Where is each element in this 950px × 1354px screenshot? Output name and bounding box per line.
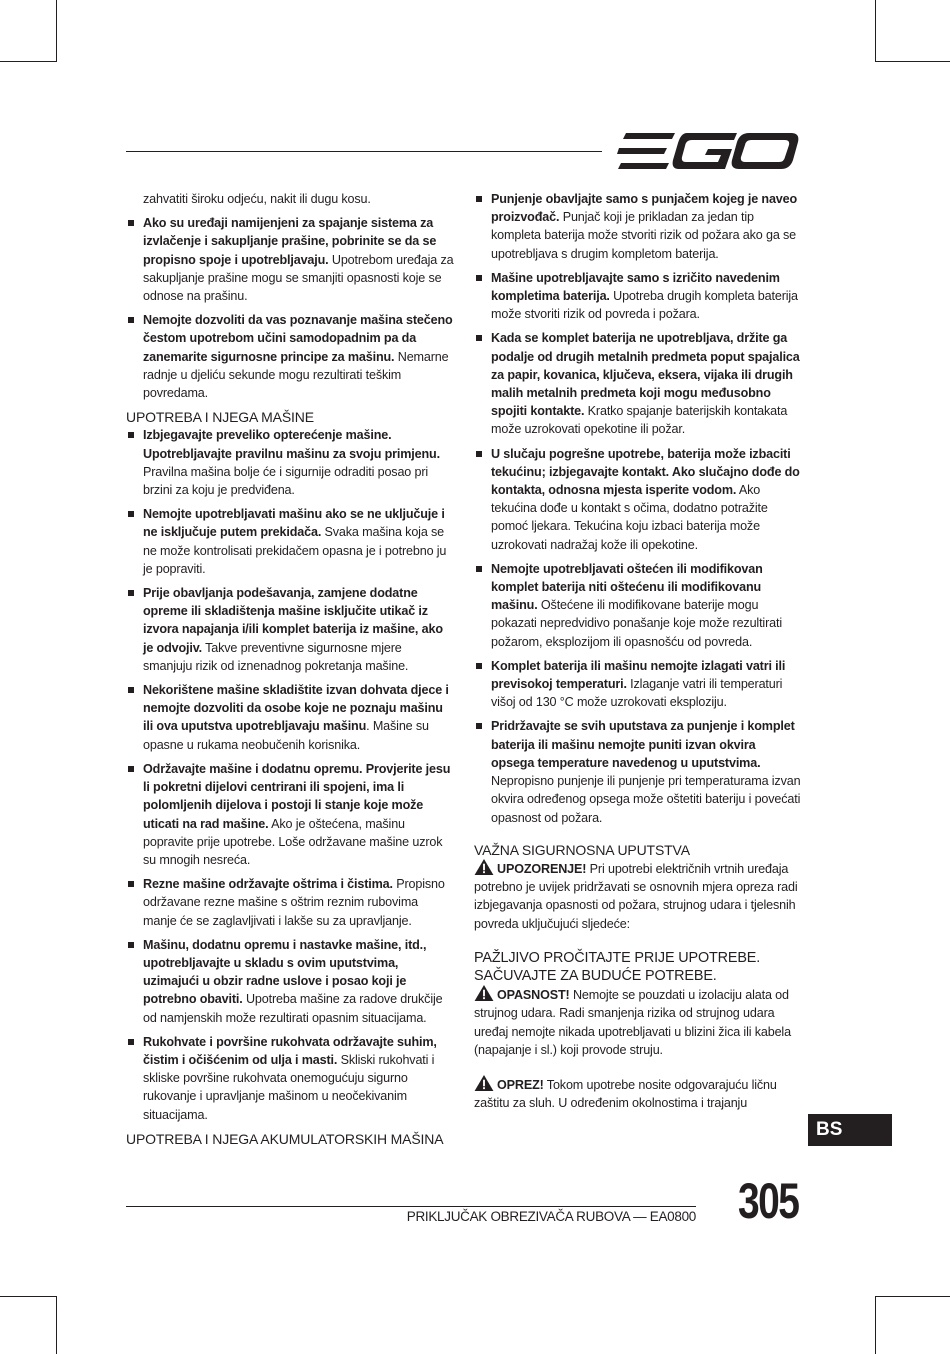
bullet-icon	[476, 275, 482, 281]
crop-mark	[875, 61, 950, 62]
crop-mark	[875, 1296, 876, 1354]
bullet-icon	[476, 335, 482, 341]
warning-paragraph: UPOZORENJE! Pri upotrebi električnih vrtnih uređaja potrebno je uvijek pridržavati se osnovnih mjera opreza radi izbjegavanja opasnosti od požara, strujnog udara i tjelesnih povreda uključujući sljedeće:	[474, 859, 802, 933]
list-item: Mašinu, dodatnu opremu i nastavke mašine, itd., upotrebljavajte u skladu s ovim uputstvima, uzimajući u obzir radne uslove i posao koji je potrebno obaviti. Upotreba mašine za radove drukčije od namjenskih može rezultirati opasnim situacijama.	[126, 936, 454, 1027]
right-column	[474, 190, 802, 1112]
keep-for-future-heading: SAČUVAJTE ZA BUDUĆE POTREBE.	[474, 967, 717, 984]
bullet-icon	[128, 687, 134, 693]
crop-mark	[56, 1296, 57, 1354]
caution-paragraph: OPREZ! Tokom upotrebe nosite odgovarajuću ličnu zaštitu za sluh. U određenim okolnostima i trajanju	[474, 1075, 802, 1112]
list-item: Održavajte mašine i dodatnu opremu. Provjerite jesu li pokretni dijelovi centrirani ili spojeni, ima li polomljenih dijelova i postoji li stanje koje može uticati na rad mašine. Ako je oštećena, mašinu popravite prije upotrebe. Loše održavane mašine uzrok su mnogih nesreća.	[126, 760, 454, 869]
left-column	[126, 190, 454, 1148]
list-item: Pridržavajte se svih uputstava za punjenje i komplet baterija ili mašinu nemojte puniti izvan okvira opsega temperature navedenog u uputstvima. Nepropisno punjenje ili punjenje pri temperaturama izvan okvira određenog opsega može oštetiti bateriju i povećati opasnost od požara.	[474, 717, 802, 826]
header-rule	[126, 151, 602, 152]
list-item: Nemojte upotrebljavati oštećen ili modifikovan komplet baterija niti oštećenu ili modifikovanu mašinu. Oštećene ili modifikovane baterije mogu pokazati nepredvidivo ponašanje koje može rezultirati požarom, eksplozijom ili opasnošću od povreda.	[474, 560, 802, 651]
list-item: Ako su uređaji namijenjeni za spajanje sistema za izvlačenje i sakupljanje prašine, pobrinite se da se propisno spoje i upotrebljavaju. Upotrebom uređaja za sakupljanje prašine mogu se smanjiti opasnosti koje se odnose na prašinu.	[126, 214, 454, 305]
bullet-icon	[128, 881, 134, 887]
list-item: Punjenje obavljajte samo s punjačem kojeg je naveo proizvođač. Punjač koji je prikladan za jedan tip kompleta baterija može stvoriti rizik od požara ako ga se upotrebljava s drugim kompletom baterija.	[474, 190, 802, 263]
crop-mark	[875, 0, 876, 62]
language-tab: BS	[808, 1114, 892, 1146]
intro-text: zahvatiti široku odjeću, nakit ili dugu kosu.	[143, 192, 371, 206]
crop-mark	[56, 0, 57, 62]
section-heading: UPOTREBA I NJEGA MAŠINE	[126, 409, 314, 426]
bullet-icon	[128, 766, 134, 772]
ego-logo	[617, 131, 800, 171]
footer-product-name: PRIKLJUČAK OBREZIVAČA RUBOVA — EA0800	[406, 1209, 696, 1224]
bullet-icon	[128, 590, 134, 596]
danger-triangle-icon	[474, 985, 494, 1001]
bullet-icon	[476, 451, 482, 457]
list-item: Nekorištene mašine skladištite izvan dohvata djece i nemojte dozvoliti da osobe koje ne poznaju mašinu ili ova uputstva upotrebljavaju mašinu. Mašine su opasne u rukama neobučenih korisnika.	[126, 681, 454, 754]
list-item: Prije obavljanja podešavanja, zamjene dodatne opreme ili skladištenja mašine isključite utikač iz izvora napajanja i/ili komplet baterija iz mašine, ako je odvojiv. Takve preventivne sigurnosne mjere smanjuju rizik od iznenadnog pokretanja mašine.	[126, 584, 454, 675]
read-before-use-heading: PAŽLJIVO PROČITAJTE PRIJE UPOTREBE.	[474, 949, 761, 966]
section-heading: VAŽNA SIGURNOSNA UPUTSTVA	[474, 841, 690, 858]
bullet-icon	[128, 511, 134, 517]
danger-paragraph: OPASNOST! Nemojte se pouzdati u izolaciju alata od strujnog udara. Radi smanjenja rizika od strujnog udara uređaj nemojte nikada upotrebljavati u blizini žica ili kabela (napajanje i sl.) koji provode struju.	[474, 985, 802, 1059]
bullet-icon	[128, 432, 134, 438]
caution-triangle-icon	[474, 1075, 494, 1091]
bullet-icon	[476, 723, 482, 729]
list-item: Rukohvate i površine rukohvata održavajte suhim, čistim i očišćenim od ulja i masti. Skliski rukohvati i skliske površine rukohvata onemogućuju sigurno rukovanje i upravljanje mašinom u neočekivanim situacijama.	[126, 1033, 454, 1124]
list-item: Izbjegavajte preveliko opterećenje mašine. Upotrebljavajte pravilnu mašinu za svoju primjenu. Pravilna mašina bolje će i sigurnije odraditi posao pri brzini za koju je predviđena.	[126, 426, 454, 499]
list-item: Mašine upotrebljavajte samo s izričito navedenim kompletima baterija. Upotreba drugih kompleta baterija može stvoriti rizik od povreda i požara.	[474, 269, 802, 324]
bullet-icon	[128, 220, 134, 226]
footer-rule	[126, 1206, 696, 1207]
page-number: 305	[738, 1173, 799, 1229]
bullet-icon	[128, 942, 134, 948]
list-item: Nemojte upotrebljavati mašinu ako se ne uključuje i ne isključuje putem prekidača. Svaka mašina koja se ne može kontrolisati prekidačem opasna je i potrebno ju je popraviti.	[126, 505, 454, 578]
bullet-icon	[476, 566, 482, 572]
bullet-icon	[476, 663, 482, 669]
list-item: Kada se komplet baterija ne upotrebljava, držite ga podalje od drugih metalnih predmeta poput spajalica za papir, kovanica, ključeva, eksera, vijaka ili drugih malih metalnih predmeta koji mogu međusobno spojiti kontakte. Kratko spajanje baterijskih kontakata može uzrokovati opekotine ili požar.	[474, 329, 802, 438]
crop-mark	[0, 61, 57, 62]
warning-triangle-icon	[474, 859, 494, 875]
crop-mark	[0, 1296, 57, 1297]
crop-mark	[875, 1296, 950, 1297]
bullet-icon	[128, 317, 134, 323]
bullet-icon	[128, 1039, 134, 1045]
section-heading: UPOTREBA I NJEGA AKUMULATORSKIH MAŠINA	[126, 1130, 444, 1147]
bullet-icon	[476, 196, 482, 202]
list-item: Komplet baterija ili mašinu nemojte izlagati vatri ili previsokoj temperaturi. Izlaganje vatri ili temperaturi višoj od 130 °C može uzrokovati eksploziju.	[474, 657, 802, 712]
list-item: Nemojte dozvoliti da vas poznavanje mašina stečeno čestom upotrebom učini samodopadnim pa da zanemarite sigurnosne principe za mašinu. Nemarne radnje u djeliću sekunde mogu rezultirati teškim povredama.	[126, 311, 454, 402]
list-item: U slučaju pogrešne upotrebe, baterija može izbaciti tekućinu; izbjegavajte kontakt. Ako slučajno dođe do kontakta, odnosna mjesta isperite vodom. Ako tekućina dođe u kontakt s očima, dodatno potražite pomoć ljekara. Tekućina koju izbaci baterija može uzrokovati nadražaj kože ili opekotine.	[474, 445, 802, 554]
list-item: Rezne mašine održavajte oštrima i čistima. Propisno održavane rezne mašine s oštrim reznim rubovima manje će se zaglavljivati i lakše su za upravljanje.	[126, 875, 454, 930]
